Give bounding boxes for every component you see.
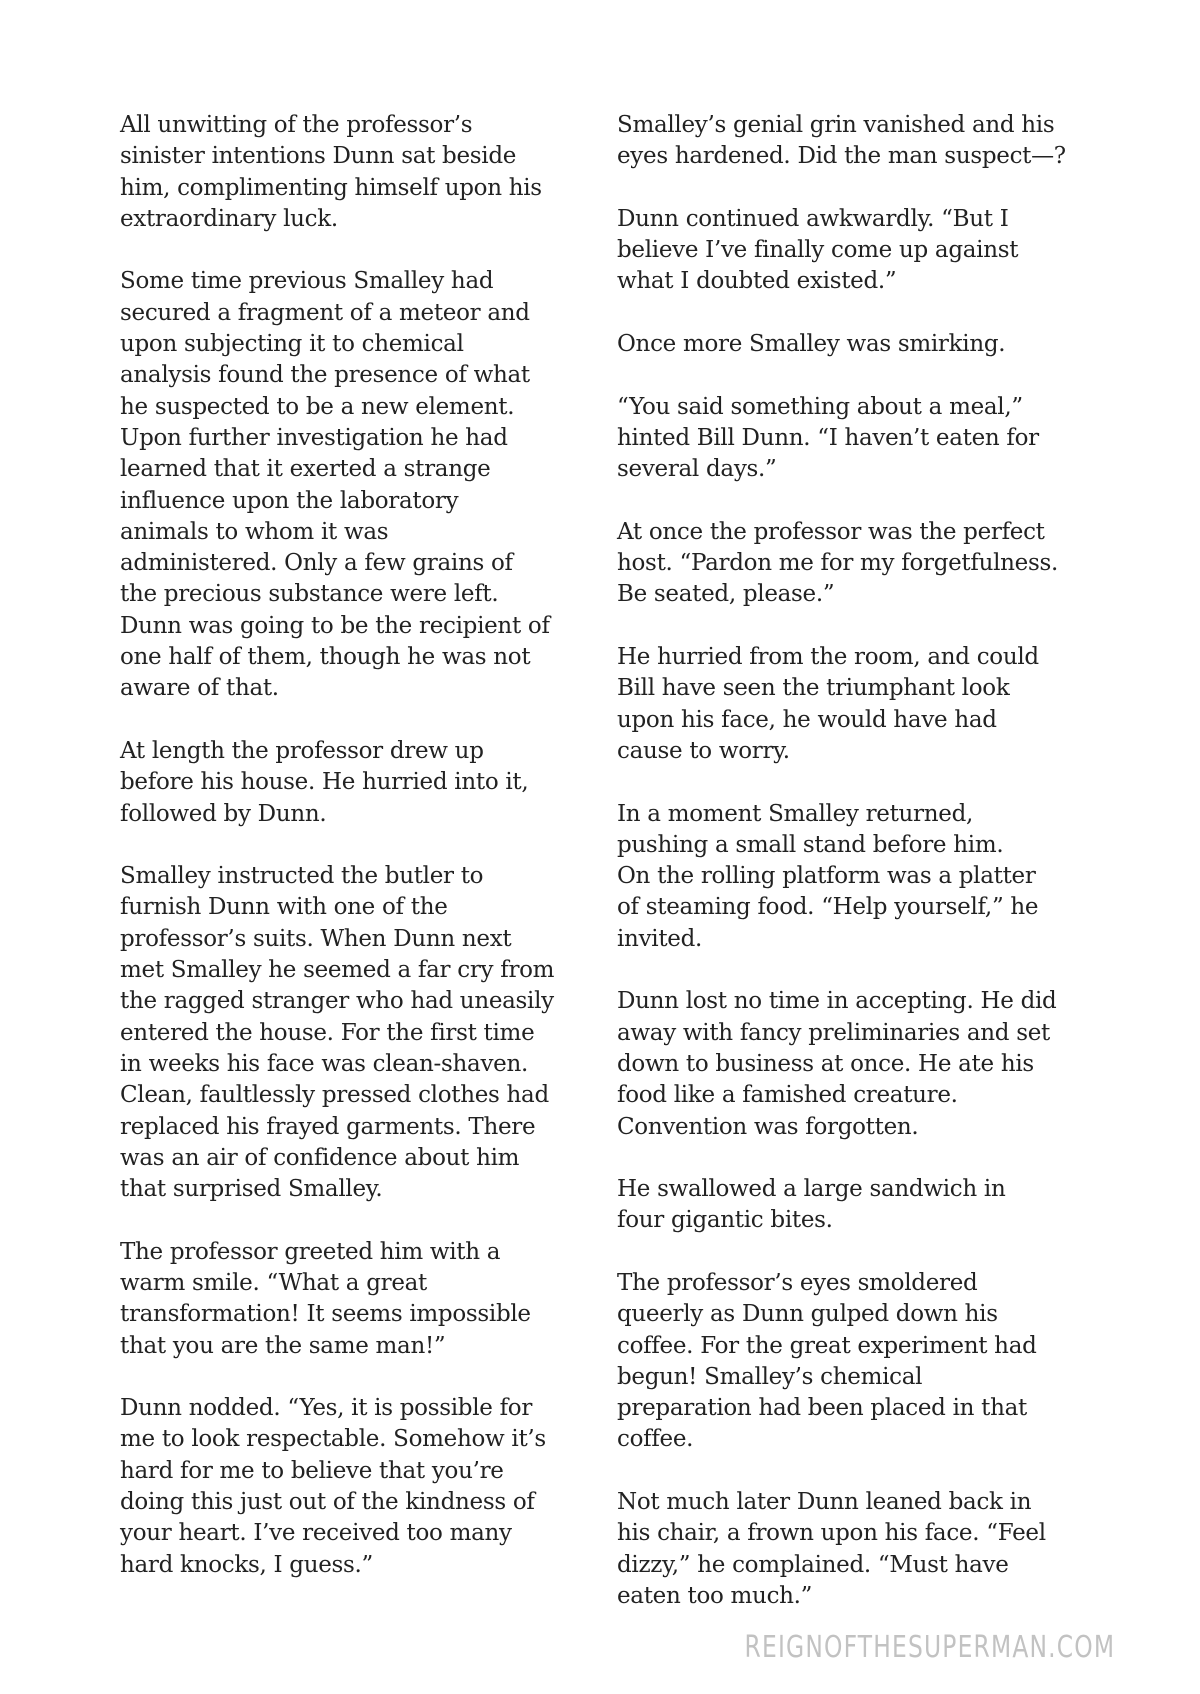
paragraph: The professor’s eyes smoldered queerly as Dunn gulped down his coffee. For the great experiment had begun! Smalley’s chemical preparation had been placed in that coffee. (617, 1269, 1037, 1453)
paragraph: “You said something about a meal,” hinted Bill Dunn. “I haven’t eaten for several days.” (617, 393, 1039, 483)
paragraph: At length the professor drew up before his house. He hurried into it, followed by Dunn. (120, 737, 529, 827)
paragraph: He swallowed a large sandwich in four gigantic bites. (617, 1176, 1006, 1234)
paragraph: Dunn continued awkwardly. “But I believe I’ve finally come up against what I doubted existed.” (617, 205, 1019, 295)
paragraph: Dunn lost no time in accepting. He did away with fancy preliminaries and set down to business at once. He ate his food like a famished creature. Convention was forgotten. (617, 988, 1057, 1140)
paragraph: Once more Smalley was smirking. (617, 331, 1006, 358)
paragraph: The professor greeted him with a warm smile. “What a great transformation! It seems impossible that you are the same man!” (120, 1238, 531, 1359)
paragraph: All unwitting of the professor’s sinister intentions Dunn sat beside him, complimenting himself upon his extraordinary luck. (120, 112, 542, 232)
paragraph: Smalley’s genial grin vanished and his eyes hardened. Did the man suspect—? (617, 112, 1066, 170)
paragraph: Some time previous Smalley had secured a fragment of a meteor and upon subjecting it to chemical analysis found the presence of what he suspected to be a new element. Upon further investigation he had learned that it exerted a strange influence upon the laboratory animals to whom it was administered. Only a few grains of the precious substance were left. Dunn was going to be the recipient of one half of them, though he was not aware of that. (120, 268, 550, 702)
paragraph: He hurried from the room, and could Bill have seen the triumphant look upon his face, he would have had cause to worry. (617, 644, 1039, 764)
paragraph: Smalley instructed the butler to furnish Dunn with one of the professor’s suits. When Dunn next met Smalley he seemed a far cry from the ragged stranger who had uneasily entered the house. For the first time in weeks his face was clean-shaven. Clean, faultlessly pressed clothes had replaced his frayed garments. There was an air of confidence about him that surprised Smalley. (120, 863, 555, 1203)
left-text-column (120, 110, 595, 1612)
site-watermark: REIGNOFTHESUPERMAN.COM (744, 1630, 1115, 1665)
paragraph: In a moment Smalley returned, pushing a small stand before him. On the rolling platform was a platter of steaming food. “Help yourself,” he invited. (617, 800, 1039, 952)
paragraph: Not much later Dunn leaned back in his chair, a frown upon his face. “Feel dizzy,” he complained. “Must have eaten too much.” (617, 1489, 1046, 1609)
paragraph: Dunn nodded. “Yes, it is possible for me to look respectable. Somehow it’s hard for me to believe that you’re doing this just out of the kindness of your heart. I’ve received too many hard knocks, I guess.” (120, 1395, 546, 1578)
paragraph: At once the professor was the perfect host. “Pardon me for my forgetfulness. Be seated, please.” (617, 518, 1058, 608)
right-text-column (617, 110, 1097, 1644)
